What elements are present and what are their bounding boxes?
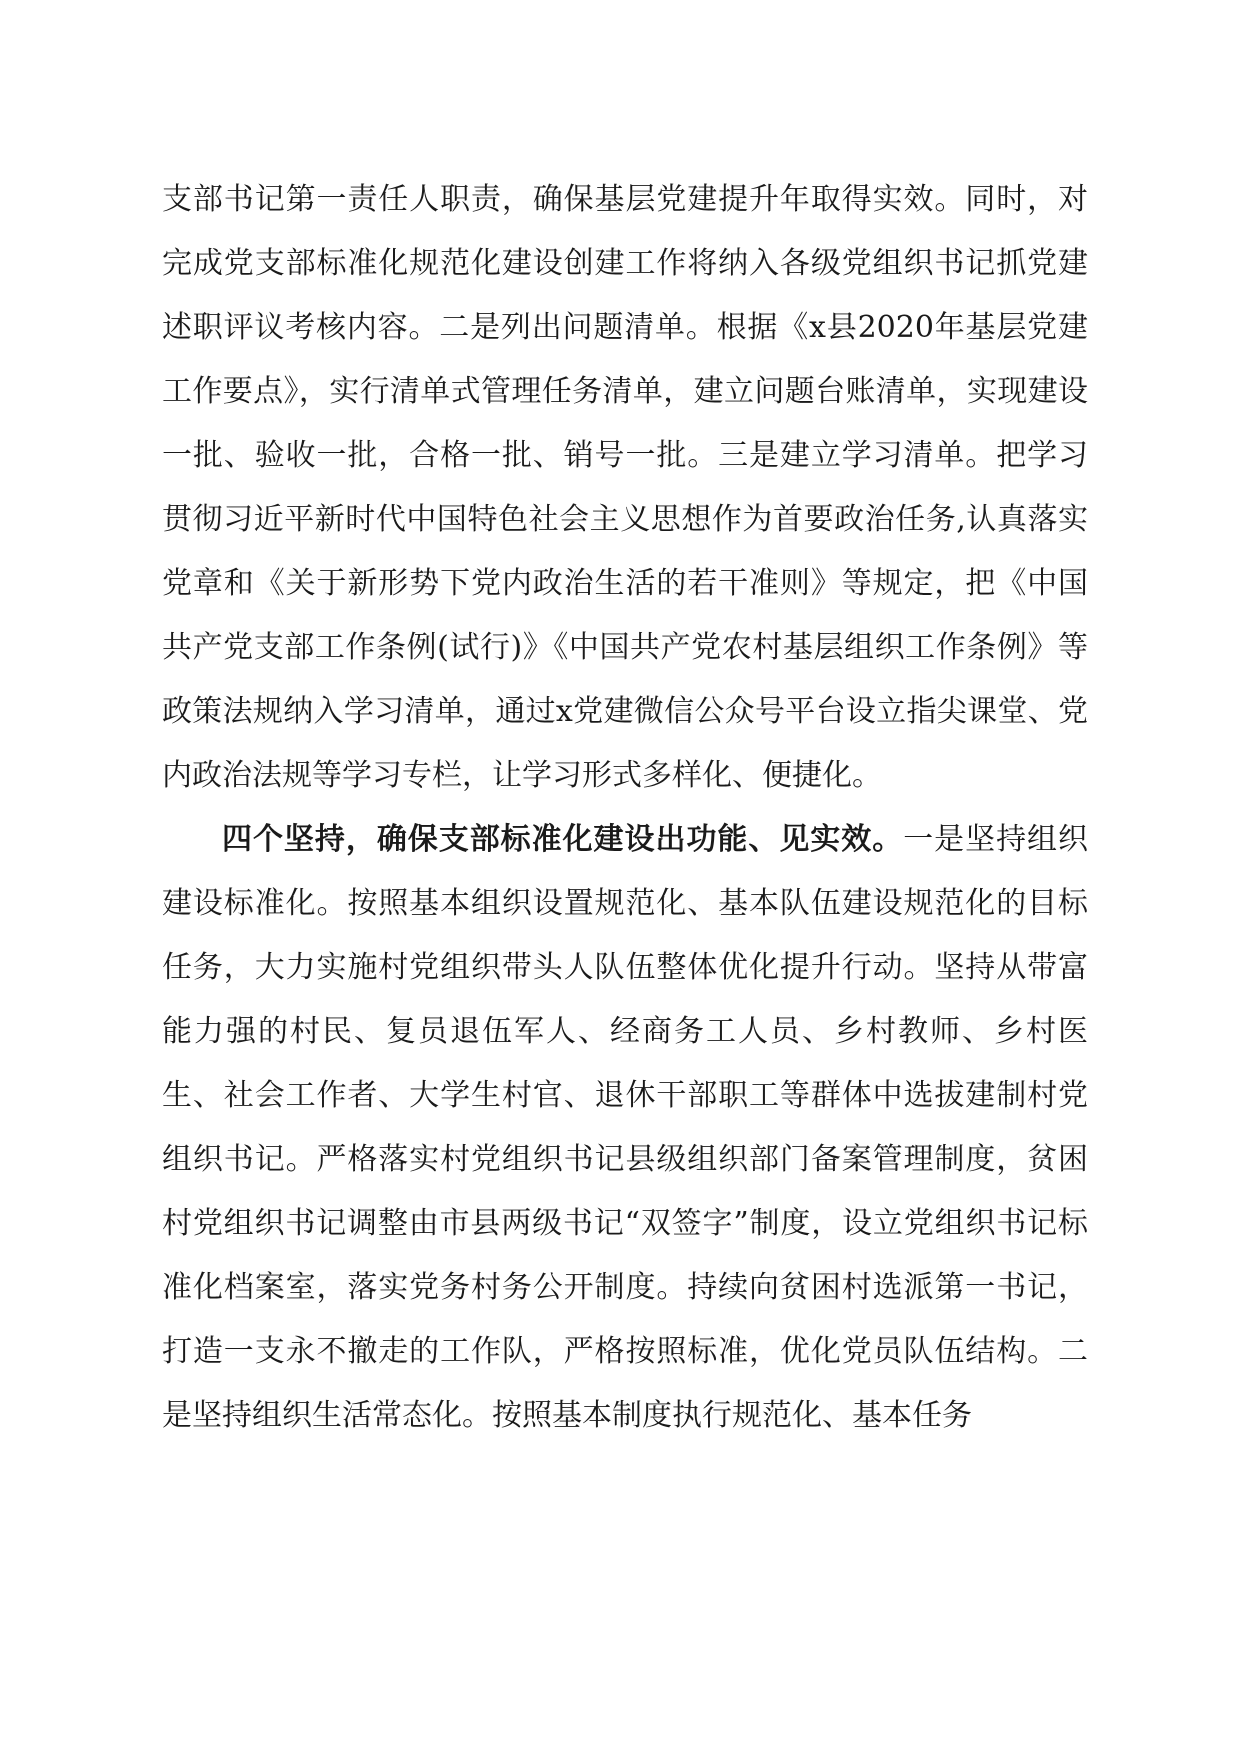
document-body xyxy=(162,168,1088,1448)
paragraph-text: 支部书记第一责任人职责，确保基层党建提升年取得实效。同时，对完成党支部标准化规范化建设创建工作将纳入各级党组织书记抓党建述职评议考核内容。二是列出问题清单。根据《x县2020年基层党建工作要点》，实行清单式管理任务清单，建立问题台账清单，实现建设一批、验收一批，合格一批、销号一批。三是建立学习清单。把学习贯彻习近平新时代中国特色社会主义思想作为首要政治任务,认真落实党章和《关于新形势下党内政治生活的若干准则》等规定，把《中国共产党支部工作条例(试行)》《中国共产党农村基层组织工作条例》等政策法规纳入学习清单，通过x党建微信公众号平台设立指尖课堂、党内政治法规等学习专栏，让学习形式多样化、便捷化。 xyxy=(162,182,1088,793)
paragraph-continuation xyxy=(162,168,1088,808)
paragraph-text: 一是坚持组织建设标准化。按照基本组织设置规范化、基本队伍建设规范化的目标任务，大力实施村党组织带头人队伍整体优化提升行动。坚持从带富能力强的村民、复员退伍军人、经商务工人员、乡村教师、乡村医生、社会工作者、大学生村官、退休干部职工等群体中选拔建制村党组织书记。严格落实村党组织书记县级组织部门备案管理制度，贫困村党组织书记调整由市县两级书记“双签字”制度，设立党组织书记标准化档案室，落实党务村务公开制度。持续向贫困村选派第一书记，打造一支永不撤走的工作队，严格按照标准，优化党员队伍结构。二是坚持组织生活常态化。按照基本制度执行规范化、基本任务 xyxy=(162,822,1089,1433)
paragraph-four-persistences xyxy=(162,808,1088,1448)
paragraph-heading: 四个坚持，确保支部标准化建设出功能、见实效。 xyxy=(222,822,904,857)
